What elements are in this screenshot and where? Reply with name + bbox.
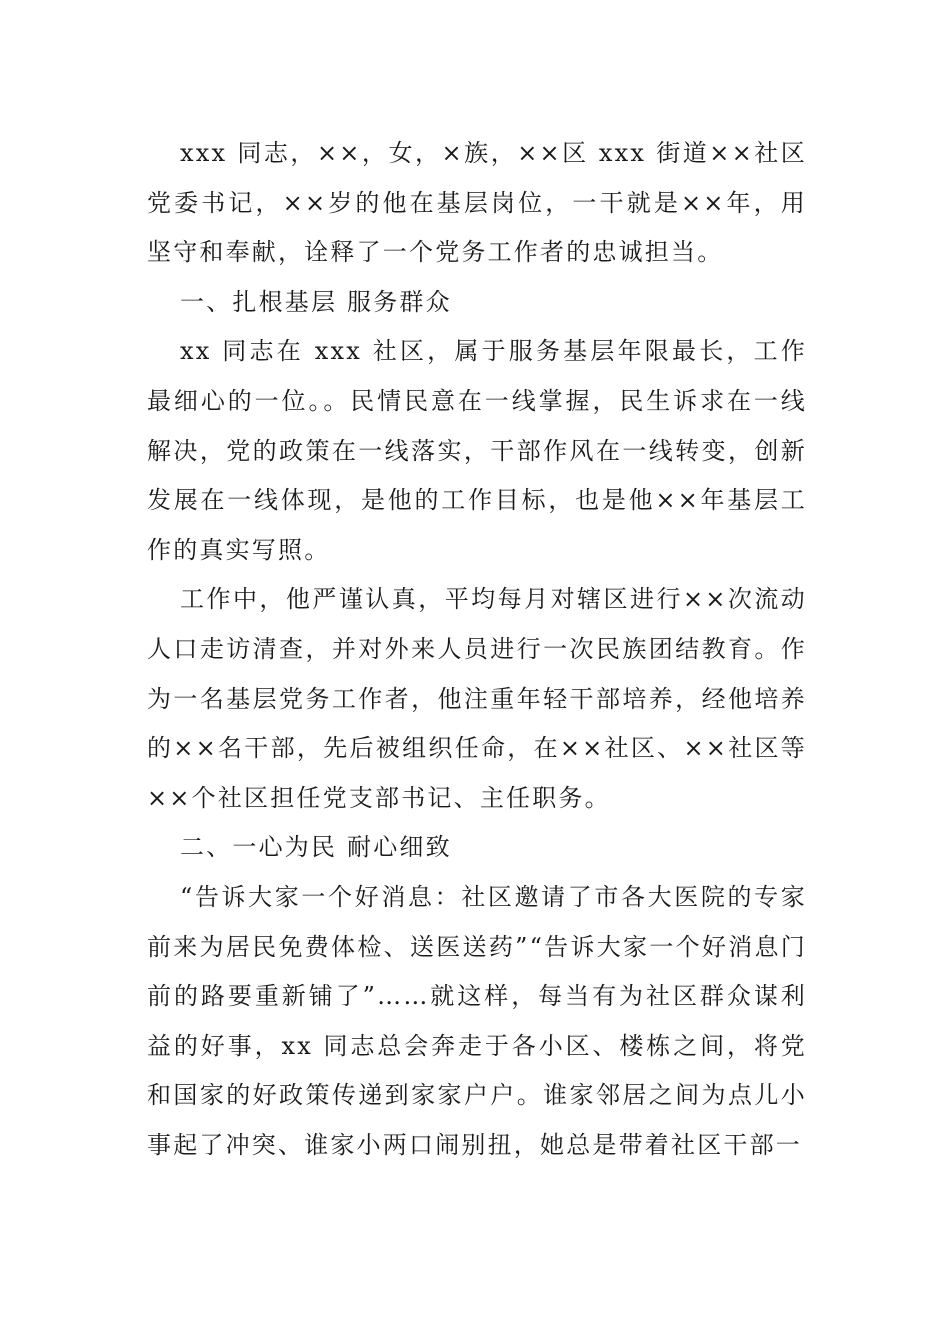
body-paragraph-3: “告诉大家一个好消息：社区邀请了市各大医院的专家前来为居民免费体检、送医送药”“告诉大家一个好消息门前的路要重新铺了”……就这样，每当有为社区群众谋利益的好事，xx 同志总会奔走于各小区、楼栋之间，将党和国家的好政策传递到家家户户。谁家邻居之间为点儿小事起了冲突、谁家小两口闹别扭，她总是带着社区干部一 bbox=[147, 882, 807, 1159]
section-heading-2: 二、一心为民 耐心细致 bbox=[180, 833, 452, 862]
section-heading-1: 一、扎根基层 服务群众 bbox=[180, 287, 452, 316]
intro-paragraph: xxx 同志，××，女，×族，××区 xxx 街道××社区党委书记，××岁的他在基层岗位，一干就是××年，用坚守和奉献，诠释了一个党务工作者的忠诚担当。 bbox=[147, 139, 807, 267]
body-paragraph-2: 工作中，他严谨认真，平均每月对辖区进行××次流动人口走访清查，并对外来人员进行一次民族团结教育。作为一名基层党务工作者，他注重年轻干部培养，经他培养的××名干部，先后被组织任命，在××社区、××社区等××个社区担任党支部书记、主任职务。 bbox=[147, 585, 807, 812]
body-paragraph-1: xx 同志在 xxx 社区，属于服务基层年限最长，工作最细心的一位。。民情民意在一线掌握，民生诉求在一线解决，党的政策在一线落实，干部作风在一线转变，创新发展在一线体现，是他的工作目标，也是他××年基层工作的真实写照。 bbox=[147, 337, 807, 564]
document-body bbox=[147, 129, 807, 1170]
